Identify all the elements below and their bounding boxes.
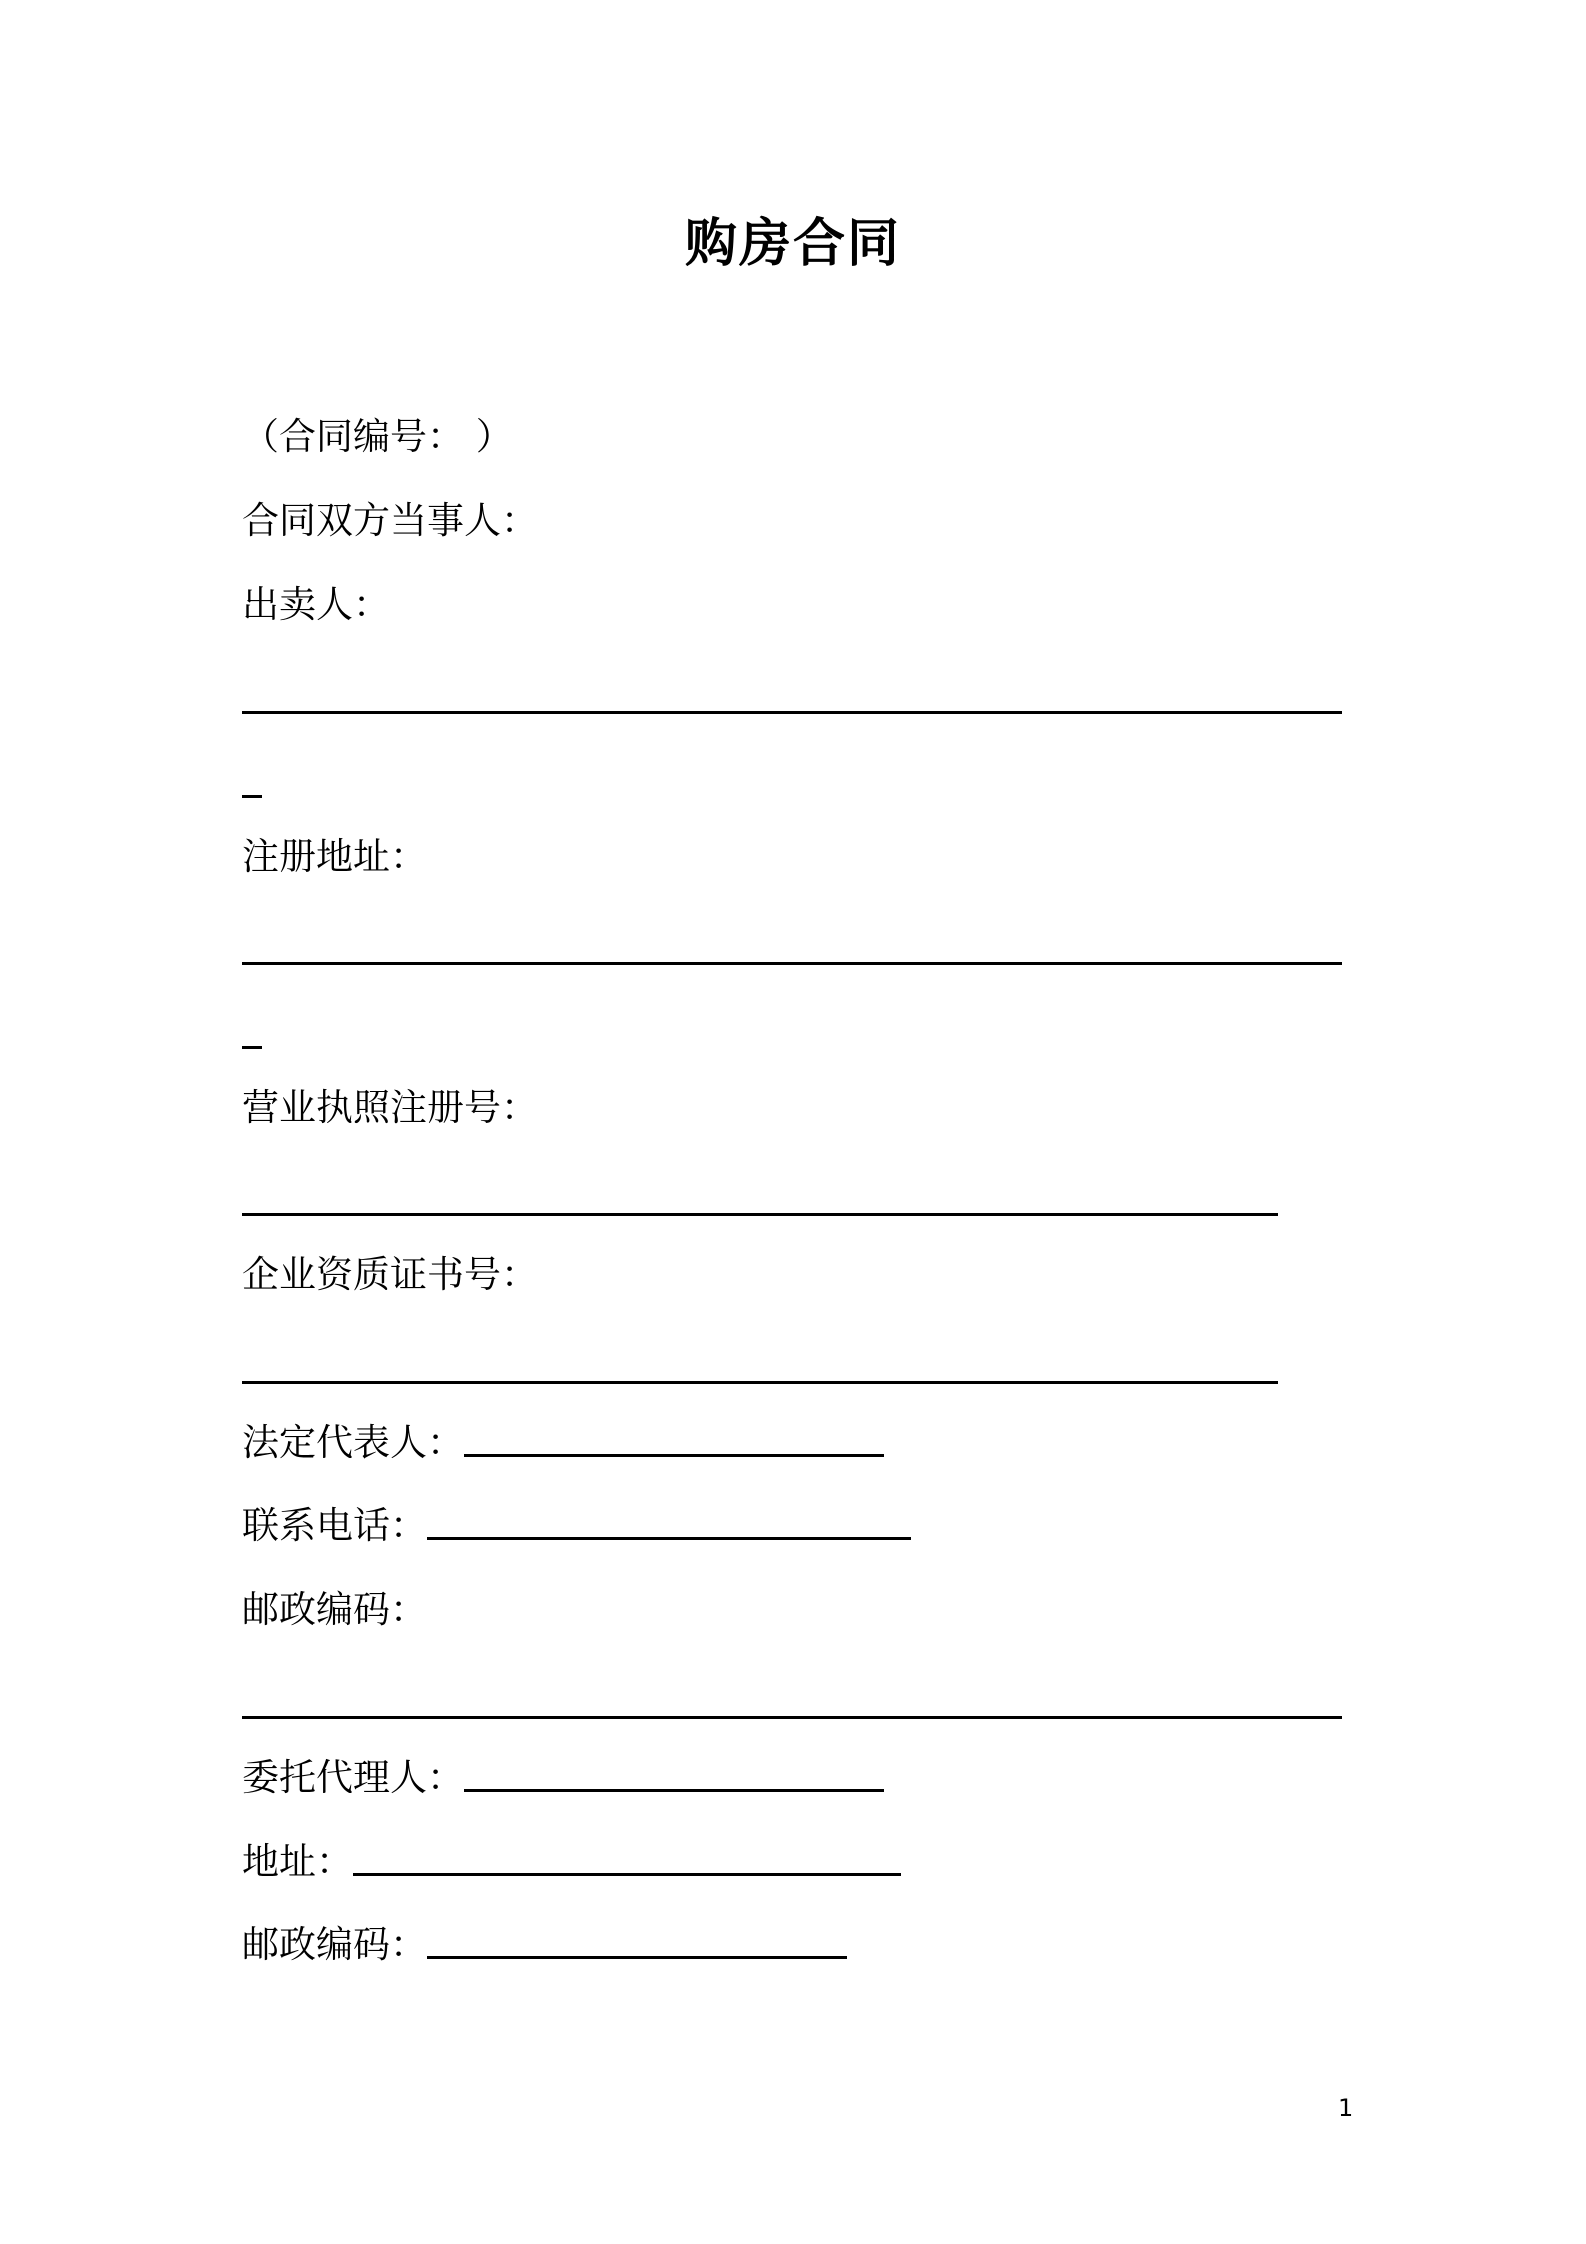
business-license-blank-line	[242, 1213, 1278, 1216]
phone-row	[242, 1501, 911, 1551]
contract-number-label: （合同编号： ）	[242, 415, 513, 458]
agent-label: 委托代理人：	[242, 1756, 464, 1799]
postal-code-row-2	[242, 1920, 847, 1970]
postal-code-label-2: 邮政编码：	[242, 1923, 427, 1966]
qualification-cert-blank-line	[242, 1381, 1278, 1384]
registered-address-label: 注册地址：	[242, 835, 427, 878]
registered-address-blank-line	[242, 962, 1342, 965]
page-number: 1	[1338, 2094, 1354, 2122]
agent-blank	[464, 1789, 884, 1792]
qualification-cert-label: 企业资质证书号：	[242, 1253, 538, 1296]
legal-rep-row	[242, 1418, 884, 1468]
postal-code-label-1: 邮政编码：	[242, 1588, 427, 1631]
address-label: 地址：	[242, 1840, 353, 1883]
document-title: 购房合同	[684, 214, 901, 274]
seller-label: 出卖人：	[242, 583, 390, 626]
address-row	[242, 1837, 901, 1887]
phone-label: 联系电话：	[242, 1504, 427, 1547]
address-blank	[353, 1873, 901, 1876]
postal-code-blank-line-1	[242, 1716, 1342, 1719]
parties-label: 合同双方当事人：	[242, 499, 538, 542]
registered-address-blank-line-wrap	[242, 1046, 262, 1049]
postal-code-blank-2	[427, 1956, 847, 1959]
seller-blank-line-wrap	[242, 795, 262, 798]
phone-blank	[427, 1537, 911, 1540]
agent-row	[242, 1753, 884, 1803]
seller-blank-line	[242, 711, 1342, 714]
legal-rep-blank	[464, 1454, 884, 1457]
legal-rep-label: 法定代表人：	[242, 1421, 464, 1464]
business-license-label: 营业执照注册号：	[242, 1086, 538, 1129]
